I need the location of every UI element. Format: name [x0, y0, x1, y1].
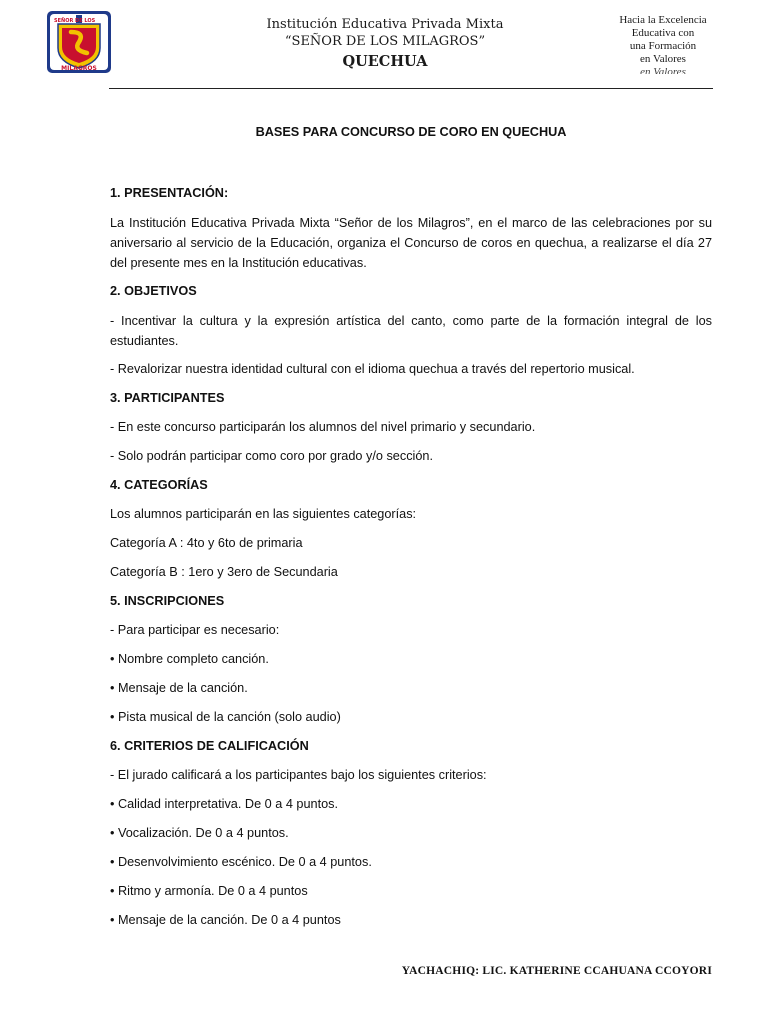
school-name-quoted: “SEÑOR DE LOS MILAGROS”	[284, 34, 486, 49]
school-logo	[46, 10, 112, 74]
school-header	[250, 16, 520, 73]
list-item: • Vocalización. De 0 a 4 puntos.	[110, 826, 289, 840]
list-item: • Ritmo y armonía. De 0 a 4 puntos	[110, 884, 308, 898]
list-item: - Solo podrán participar como coro por grado y/o sección.	[110, 449, 433, 463]
section-heading: 2. OBJETIVOS	[110, 284, 197, 298]
header-divider	[109, 88, 713, 89]
list-item: • Mensaje de la canción. De 0 a 4 puntos	[110, 913, 341, 927]
list-item: • Nombre completo canción.	[110, 652, 269, 666]
section-heading: 4. CATEGORÍAS	[110, 478, 208, 492]
document-title: BASES PARA CONCURSO DE CORO EN QUECHUA	[255, 125, 567, 139]
logo-text-bottom: MILAGROS	[61, 65, 97, 72]
objective-item: - Revalorizar nuestra identidad cultural con el idioma quechua a través del repertorio musical.	[110, 362, 635, 376]
list-item: Categoría B : 1ero y 3ero de Secundaria	[110, 565, 338, 579]
section-paragraph: La Institución Educativa Privada Mixta “Señor de los Milagros”, en el marco de las celebraciones por su aniversario al servicio de la Educación, organiza el Concurso de coros en quechua, a realizarse el día 27 del presente mes en la Institución educativas.	[110, 216, 712, 270]
list-item: Los alumnos participarán en las siguientes categorías:	[110, 507, 417, 521]
list-item: • Desenvolvimiento escénico. De 0 a 4 puntos.	[110, 855, 372, 869]
list-item: - Para participar es necesario:	[110, 623, 280, 637]
motto-line: Educativa con	[631, 27, 695, 39]
motto-line: en Valores	[640, 53, 686, 65]
section-heading: 5. INSCRIPCIONES	[110, 594, 225, 608]
list-item: - El jurado calificará a los participantes bajo los siguientes criterios:	[110, 768, 487, 782]
motto-line: Hacia la Excelencia	[619, 14, 707, 26]
section-heading: 1. PRESENTACIÓN:	[110, 186, 229, 200]
subject-title: QUECHUA	[342, 53, 428, 70]
motto-line-faded: en Valores	[640, 66, 686, 74]
teacher-signature: YACHACHIQ: LIC. KATHERINE CCAHUANA CCOYORI	[401, 965, 712, 977]
objective-item: - Incentivar la cultura y la expresión artística del canto, como parte de la formación integral de los estudiantes.	[110, 314, 712, 348]
list-item: • Mensaje de la canción.	[110, 681, 248, 695]
document-body	[110, 124, 712, 940]
motto-line: una Formación	[629, 40, 697, 52]
school-name-line: Institución Educativa Privada Mixta	[266, 17, 504, 32]
list-item: Categoría A : 4to y 6to de primaria	[110, 536, 303, 550]
school-motto	[608, 14, 718, 74]
list-item: • Calidad interpretativa. De 0 a 4 puntos.	[110, 797, 339, 811]
list-item: • Pista musical de la canción (solo audio)	[110, 710, 341, 724]
section-heading: 6. CRITERIOS DE CALIFICACIÓN	[110, 739, 309, 753]
section-heading: 3. PARTICIPANTES	[110, 391, 225, 405]
logo-text-top: SEÑOR DE LOS	[54, 18, 96, 24]
list-item: - En este concurso participarán los alumnos del nivel primario y secundario.	[110, 420, 536, 434]
